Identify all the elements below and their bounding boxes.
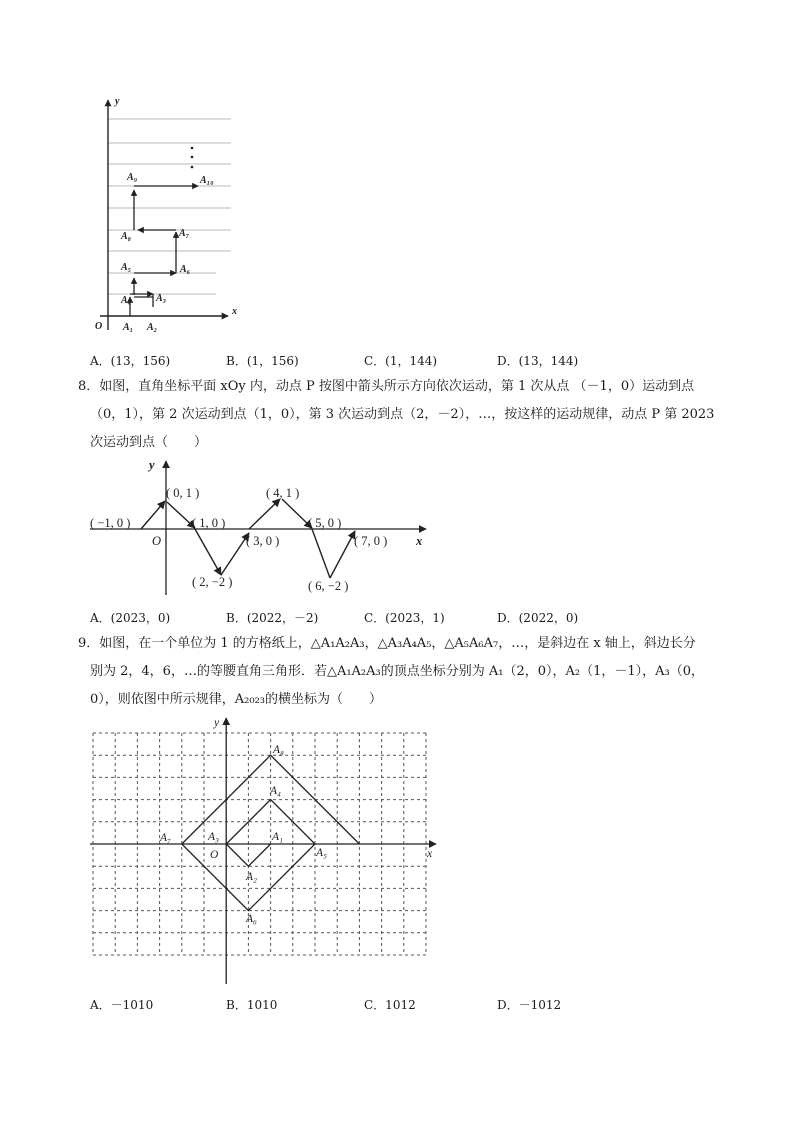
q7-figure: [86, 90, 256, 340]
point-label-m1-0: ( −1, 0 ): [90, 516, 131, 530]
point-label-2-m2: ( 2, −2 ): [192, 575, 233, 589]
point-label-a9: A₉: [127, 172, 138, 183]
point-label-a5: A₅: [316, 847, 328, 859]
x-axis-label: x: [427, 848, 433, 860]
q7-option-b[interactable]: B．(1，156): [226, 354, 299, 368]
point-label-a10: A₁₀: [200, 175, 214, 186]
origin-label: O: [95, 321, 103, 332]
y-axis-label: y: [115, 96, 120, 107]
point-label-a4: A₄: [121, 295, 132, 306]
q9-option-c[interactable]: C．1012: [364, 998, 416, 1012]
point-label-a1: A₁: [272, 831, 284, 843]
x-axis-label: x: [232, 306, 237, 317]
q8-figure: [86, 455, 436, 605]
origin-label: O: [210, 849, 219, 861]
y-axis-label: y: [214, 717, 220, 729]
point-label-a8: A₈: [273, 744, 285, 756]
continuation-dots: [191, 147, 194, 169]
point-label-a6: A₆: [246, 913, 258, 925]
point-label-0-1: ( 0, 1 ): [166, 486, 200, 500]
x-axis-label: x: [416, 534, 423, 548]
point-label-a3: A₃: [208, 831, 220, 843]
point-label-6-m2: ( 6, −2 ): [308, 579, 349, 593]
point-label-a6: A₆: [180, 264, 191, 275]
q7-option-a[interactable]: A．(13，156): [90, 354, 171, 368]
q8-line-1: 8．如图，直角坐标平面 xOy 内，动点 P 按图中箭头所示方向依次运动，第 1 次从点 （－1，0）运动到点: [78, 379, 695, 394]
q8-option-a[interactable]: A．(2023，0): [90, 611, 171, 625]
q7-option-d[interactable]: D．(13，144): [497, 354, 579, 368]
point-label-a7: A₇: [179, 228, 190, 239]
point-label-a2: A₂: [147, 322, 158, 333]
q8-option-d[interactable]: D．(2022，0): [497, 611, 579, 625]
q8-question: [78, 373, 728, 457]
q8-line-3: 次运动到点（ ）: [90, 435, 208, 450]
point-label-a1: A₁: [123, 322, 134, 333]
q9-figure: [86, 712, 446, 990]
q9-line-1: 9．如图，在一个单位为 1 的方格纸上，△A₁A₂A₃，△A₃A₄A₅，△A₅A₆A₇，…，是斜边在 x 轴上，斜边长分: [78, 636, 696, 651]
q9-line-3: 0），则依图中所示规律，A₂₀₂₃的横坐标为（ ）: [90, 692, 383, 707]
point-label-4-1: ( 4, 1 ): [266, 486, 300, 500]
q8-option-b[interactable]: B．(2022，－2): [226, 611, 319, 625]
point-label-a8: A₈: [121, 231, 132, 242]
point-label-a4: A₄: [270, 785, 282, 797]
point-label-a3: A₃: [156, 293, 167, 304]
q7-option-c[interactable]: C．(1，144): [364, 354, 438, 368]
origin-label: O: [152, 534, 162, 548]
q8-option-c[interactable]: C．(2023，1): [364, 611, 445, 625]
point-label-3-0: ( 3, 0 ): [246, 534, 280, 548]
q9-option-b[interactable]: B．1010: [226, 998, 278, 1012]
y-axis-label: y: [149, 458, 155, 472]
point-label-5-0: ( 5, 0 ): [308, 516, 342, 530]
q9-line-2: 别为 2，4，6，…的等腰直角三角形．若△A₁A₂A₃的顶点坐标分别为 A₁（2，0），A₂（1，－1），A₃（0，: [90, 664, 705, 679]
q8-line-2: （0，1），第 2 次运动到点（1，0），第 3 次运动到点（2，－2），…，按这样的运动规律，动点 P 第 2023: [90, 407, 715, 422]
point-label-7-0: ( 7, 0 ): [354, 534, 388, 548]
point-label-a5: A₅: [121, 262, 132, 273]
point-label-a2: A₂: [246, 871, 258, 883]
q9-question: [78, 630, 728, 714]
point-label-1-0: ( 1, 0 ): [192, 516, 226, 530]
q9-option-a[interactable]: A．－1010: [90, 998, 154, 1012]
point-label-a7: A₇: [160, 832, 172, 844]
q9-option-d[interactable]: D．－1012: [497, 998, 562, 1012]
